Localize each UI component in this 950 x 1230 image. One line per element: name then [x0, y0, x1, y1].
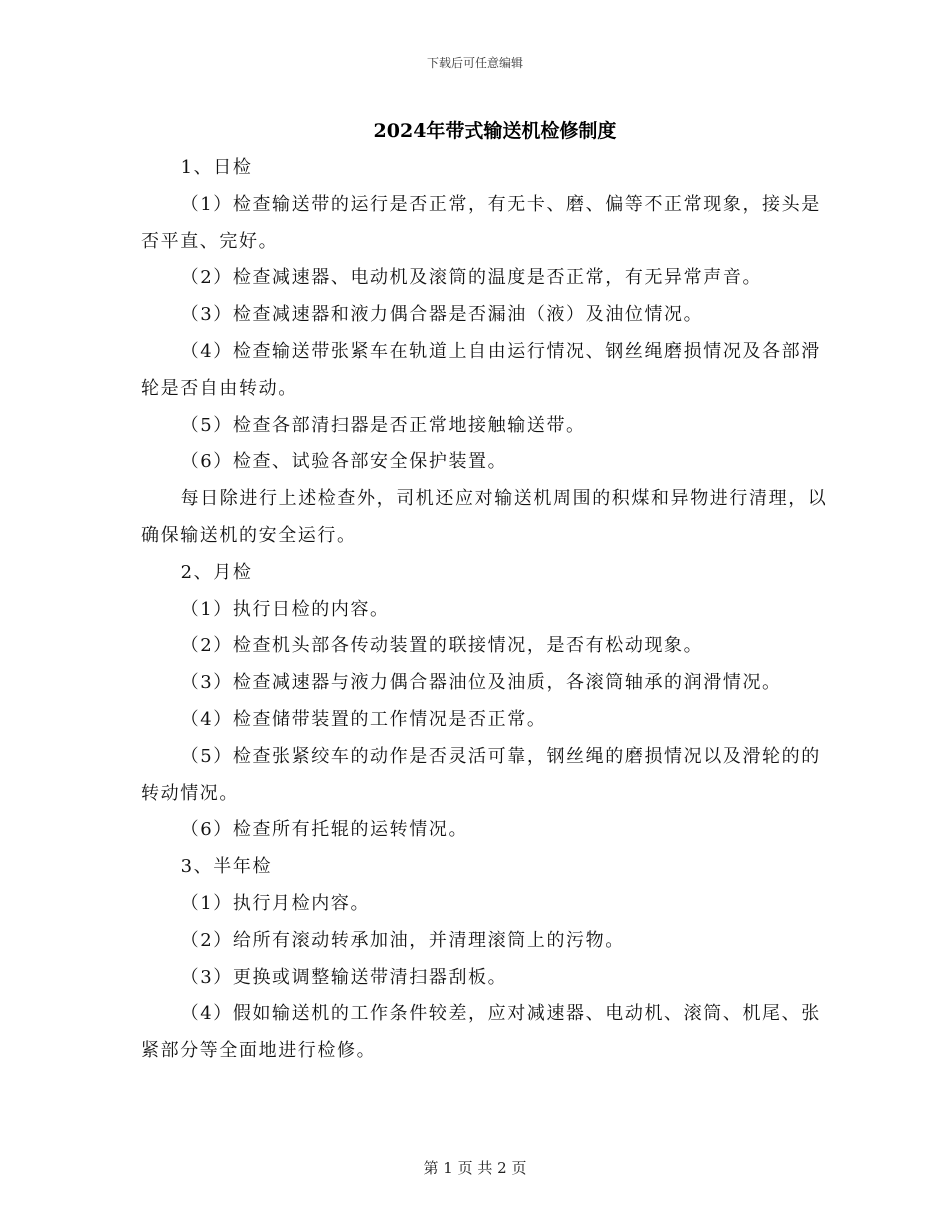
daily-item-5: （5）检查各部清扫器是否正常地接触输送带。 [180, 414, 586, 436]
section-heading-daily: 1、日检 [180, 157, 253, 178]
section-heading-semiannual: 3、半年检 [180, 856, 273, 878]
monthly-item-2: （2）检查机头部各传动装置的联接情况，是否有松动现象。 [180, 635, 704, 657]
semiannual-item-3: （3）更换或调整输送带清扫器刮板。 [180, 966, 508, 988]
monthly-item-4: （4）检查储带装置的工作情况是否正常。 [180, 708, 547, 730]
monthly-item-1: （1）执行日检的内容。 [180, 598, 390, 620]
daily-item-2: （2）检查减速器、电动机及滚筒的温度是否正常，有无异常声音。 [180, 267, 763, 289]
monthly-item-5: （5）检查张紧绞车的动作是否灵活可靠，钢丝绳的磨损情况以及滑轮的的转动情况。 [141, 745, 821, 804]
daily-item-4: （4）检查输送带张紧车在轨道上自由运行情况、钢丝绳磨损情况及各部滑轮是否自由转动。 [141, 340, 821, 399]
header-note: 下载后可任意编辑 [426, 56, 523, 70]
page-number: 第 1 页 共 2 页 [423, 1159, 527, 1177]
semiannual-item-1: （1）执行月检内容。 [180, 892, 371, 914]
monthly-item-3: （3）检查减速器与液力偶合器油位及油质，各滚筒轴承的润滑情况。 [180, 672, 782, 694]
daily-item-3: （3）检查减速器和液力偶合器是否漏油（液）及油位情况。 [180, 304, 704, 326]
daily-item-1: （1）检查输送带的运行是否正常，有无卡、磨、偏等不正常现象，接头是否平直、完好。 [141, 193, 821, 252]
daily-summary: 每日除进行上述检查外，司机还应对输送机周围的积煤和异物进行清理，以确保输送机的安全运行。 [141, 488, 828, 546]
section-heading-monthly: 2、月检 [180, 561, 253, 583]
daily-item-6: （6）检查、试验各部安全保护装置。 [180, 451, 508, 473]
document-title: 2024年带式输送机检修制度 [373, 120, 617, 142]
document-body [141, 150, 831, 1070]
monthly-item-6: （6）检查所有托辊的运转情况。 [180, 819, 469, 841]
semiannual-item-4: （4）假如输送机的工作条件较差，应对减速器、电动机、滚筒、机尾、张紧部分等全面地进行检修。 [141, 1003, 821, 1062]
semiannual-item-2: （2）给所有滚动转承加油，并清理滚筒上的污物。 [180, 929, 625, 951]
